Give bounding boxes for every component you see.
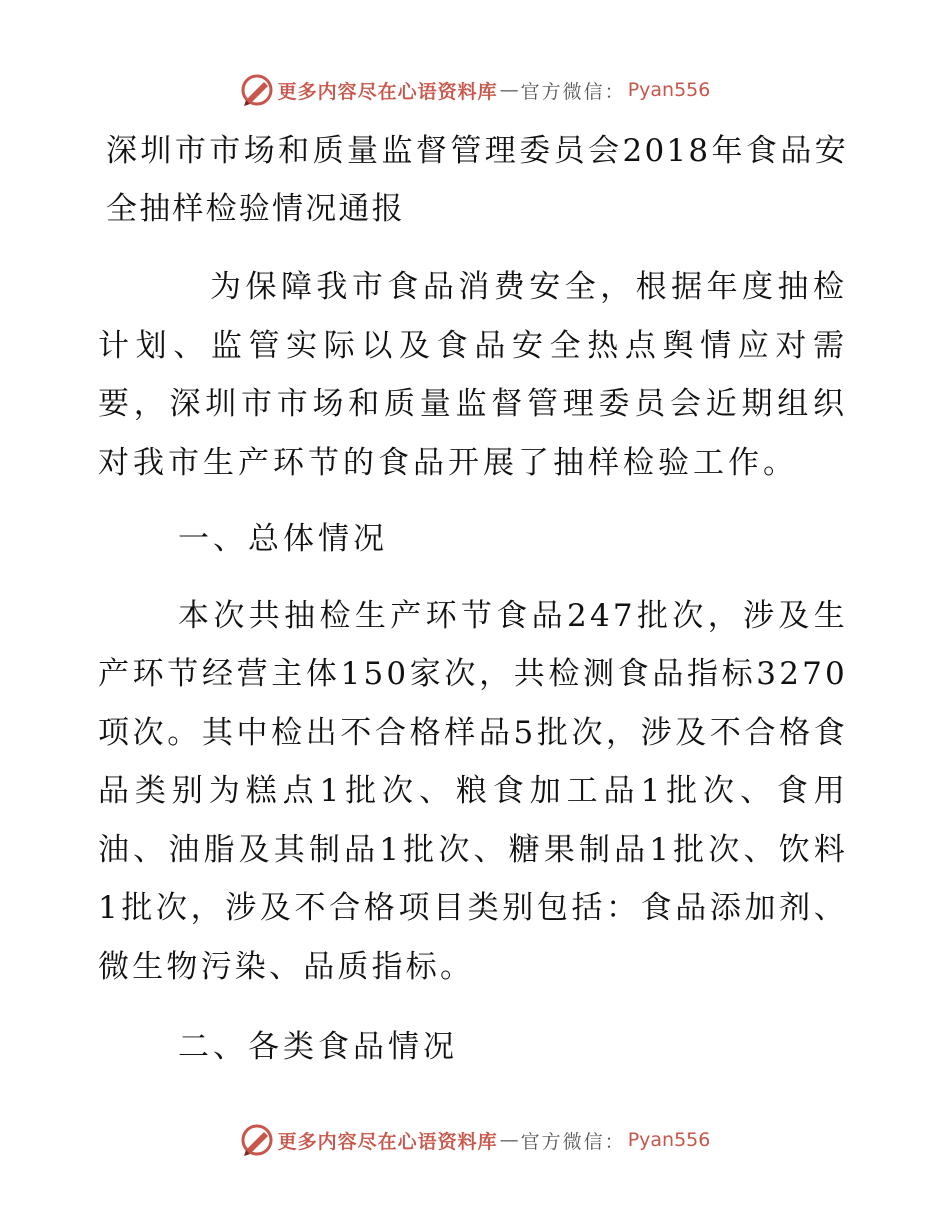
- footer-wechat-label: 官方微信：: [520, 1130, 626, 1153]
- header-wechat-id: Pyan556: [627, 79, 711, 101]
- section2-heading: 二、各类食品情况: [178, 1029, 458, 1065]
- intro-paragraph: 为保障我市食品消费安全，根据年度抽检计划、监管实际以及食品安全热点舆情应对需要，深圳市市场和质量监督管理委员会近期组织对我市生产环节的食品开展了抽样检验工作。: [98, 269, 848, 481]
- section1-heading: 一、总体情况: [178, 521, 388, 557]
- document-body: [98, 120, 848, 1077]
- footer-dash: —: [499, 1129, 519, 1151]
- pen-logo-icon: [240, 1123, 274, 1157]
- document-title: 深圳市市场和质量监督管理委员会2018年食品安全抽样检验情况通报: [106, 133, 848, 227]
- header-dash: —: [499, 79, 519, 101]
- footer-wechat-id: Pyan556: [627, 1129, 711, 1151]
- header-promo-text: 更多内容尽在心语资料库: [277, 80, 498, 103]
- footer-banner: [0, 1120, 950, 1160]
- section1-body: 本次共抽检生产环节食品247批次，涉及生产环节经营主体150家次，共检测食品指标3270项次。其中检出不合格样品5批次，涉及不合格食品类别为糕点1批次、粮食加工品1批次、食用油、油脂及其制品1批次、糖果制品1批次、饮料1批次，涉及不合格项目类别包括：食品添加剂、微生物污染、品质指标。: [98, 597, 848, 985]
- pen-logo-icon: [240, 73, 274, 107]
- footer-promo-text: 更多内容尽在心语资料库: [277, 1130, 498, 1153]
- header-banner: [0, 70, 950, 110]
- header-wechat-label: 官方微信：: [520, 80, 626, 103]
